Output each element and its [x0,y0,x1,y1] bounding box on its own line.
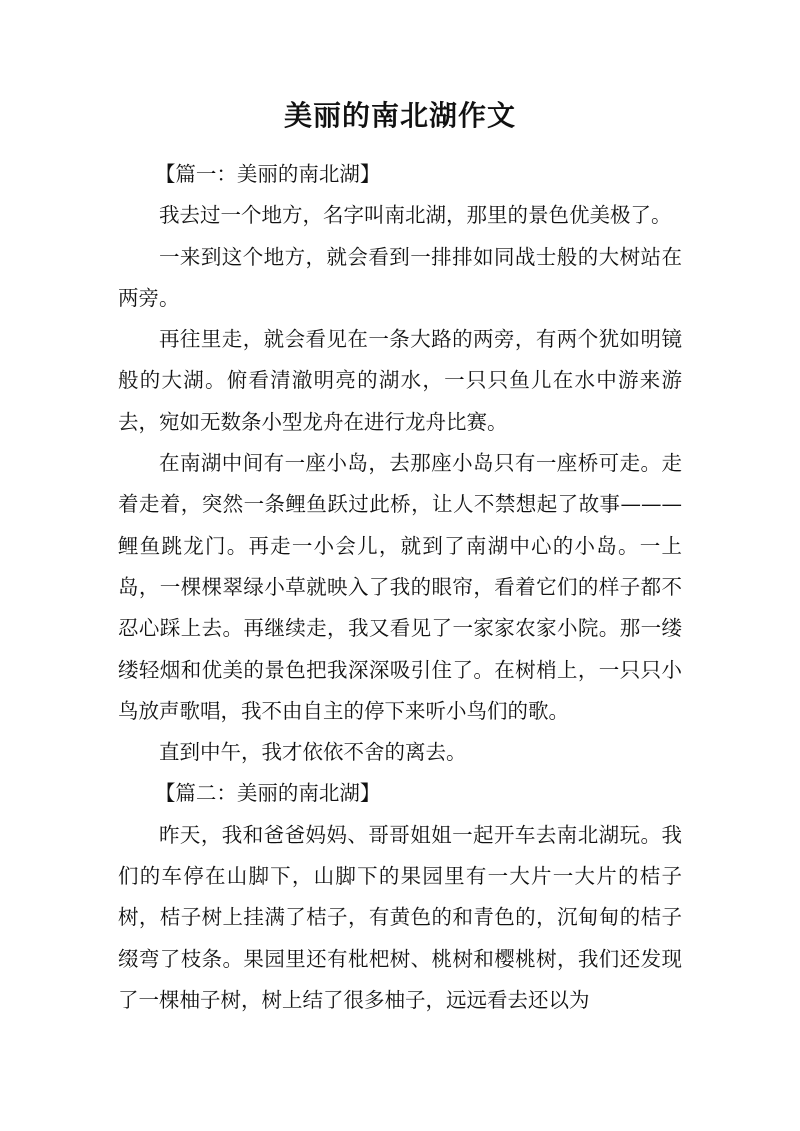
document-title: 美丽的南北湖作文 [283,99,516,132]
section-heading-2: 【篇二：美丽的南北湖】 [154,781,381,806]
paragraph: 在南湖中间有一座小岛，去那座小岛只有一座桥可走。走着走着，突然一条鲤鱼跃过此桥，让人不禁想起了故事———鲤鱼跳龙门。再走一小会儿，就到了南湖中心的小岛。一上岛，一棵棵翠绿小草就映入了我的眼帘，看着它们的样子都不忍心踩上去。再继续走，我又看见了一家家农家小院。那一缕缕轻烟和优美的景色把我深深吸引住了。在树梢上，一只只小鸟放声歌唱，我不由自主的停下来听小鸟们的歌。 [118,451,682,723]
paragraph: 直到中午，我才依依不舍的离去。 [159,740,467,765]
paragraph: 我去过一个地方，名字叫南北湖，那里的景色优美极了。 [159,203,672,228]
paragraph: 再往里走，就会看见在一条大路的两旁，有两个犹如明镜般的大湖。俯看清澈明亮的湖水，一只只鱼儿在水中游来游去，宛如无数条小型龙舟在进行龙舟比赛。 [118,327,682,434]
paragraph: 一来到这个地方，就会看到一排排如同战士般的大树站在两旁。 [118,244,682,310]
section-heading-1: 【篇一：美丽的南北湖】 [154,162,381,186]
document-body [118,154,682,1021]
paragraph: 昨天，我和爸爸妈妈、哥哥姐姐一起开车去南北湖玩。我们的车停在山脚下，山脚下的果园里有一大片一大片的桔子树，桔子树上挂满了桔子，有黄色的和青色的，沉甸甸的桔子缀弯了枝条。果园里还有枇杷树、桃树和樱桃树，我们还发现了一棵柚子树，树上结了很多柚子，远远看去还以为 [118,822,682,1012]
